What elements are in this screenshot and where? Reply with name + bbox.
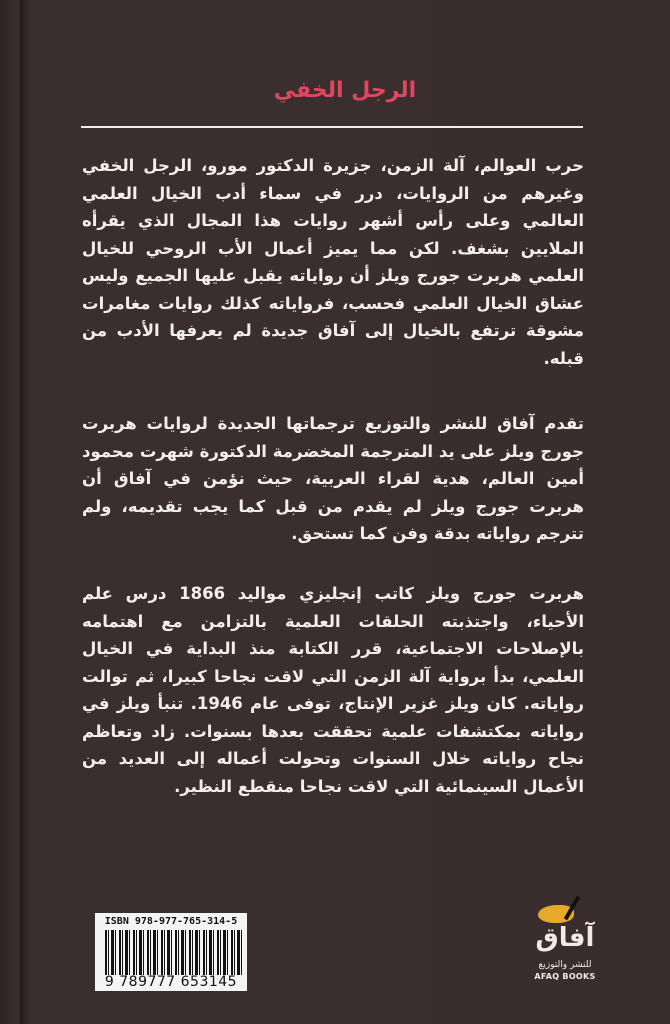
barcode-digits: 9 789777 653145 <box>104 974 238 990</box>
isbn-barcode <box>95 913 247 991</box>
author-bio-paragraph: هربرت جورج ويلز كاتب إنجليزي مواليد 1866 درس علم الأحياء، واجتذبته الحلقات العلمية بالتزامن مع اهتمامه بالإصلاحات الاجتماعية، قرر الكتابة منذ البداية في الخيال العلمي، بدأ برواية آلة الزمن التي لاقت نجاحا كبيرا، ثم توالت رواياته. كان ويلز غزير الإنتاج، توفى عام 1946. تنبأ ويلز في رواياته بمكتشفات علمية تحققت بعدها بسنوات. زاد وتعاظم نجاح رواياته خلال السنوات وتحولت أعماله إلى العديد من الأعمال السينمائية التي لاقت نجاحا منقطع النظير. <box>82 584 585 796</box>
title-divider <box>81 126 583 128</box>
publisher-logo <box>530 893 600 983</box>
isbn-label: ISBN 978-977-765-314-5 <box>104 916 238 927</box>
publisher-mark: آفاق <box>535 923 595 953</box>
spine-groove <box>20 0 23 1024</box>
book-title: الرجل الخفي <box>273 78 417 103</box>
blurb-paragraph-1: حرب العوالم، آلة الزمن، جزيرة الدكتور مورو، الرجل الخفي وغيرهم من الروايات، درر في سماء أدب الخيال العلمي العالمي وعلى رأس أشهر روايات هذا المجال الذي يقرأه الملايين بشغف. لكن مما يميز أعمال الأب الروحي للخيال العلمي هربرت جورج ويلز أن رواياته يقبل عليها الجميع وليس عشاق الخيال العلمي فحسب، فرواياته كذلك روايات مغامرات مشوقة ترتفع بالخيال إلى آفاق جديدة لم يعرفها الأدب من قبله. <box>82 156 584 368</box>
publisher-arabic-subtitle: للنشر والتوزيع <box>538 960 592 970</box>
blurb-paragraph-2: تقدم آفاق للنشر والتوزيع ترجماتها الجديدة لروايات هربرت جورج ويلز على يد المترجمة المخضرمة الدكتورة شهرت محمود أمين العالم، هدية لقراء العربية، حيث نؤمن في آفاق أن هربرت جورج ويلز لم يقدم من قبل كما يجب تقديمه، ولم تترجم رواياته بدقة وفن كما تستحق. <box>82 414 584 543</box>
barcode-bars <box>105 930 243 975</box>
publisher-english-name: AFAQ BOOKS <box>534 972 596 981</box>
